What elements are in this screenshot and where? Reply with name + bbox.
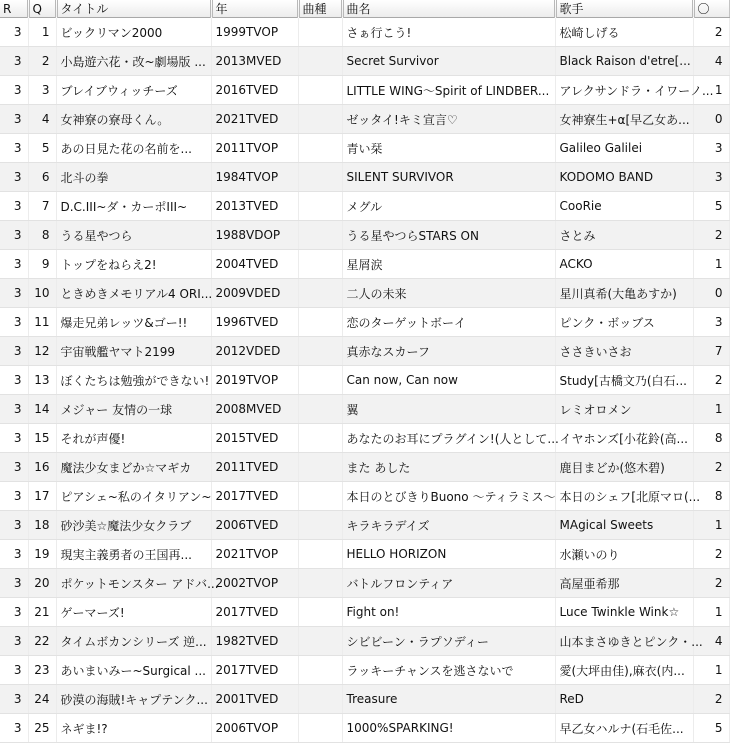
cell-circle: 1 — [693, 250, 729, 279]
table-row[interactable] — [0, 134, 729, 163]
cell-year: 2017TVED — [211, 482, 298, 511]
cell-q: 22 — [28, 627, 56, 656]
cell-artist: 本日のシェフ[北原マロ(... — [555, 482, 693, 511]
cell-genre — [298, 76, 342, 105]
cell-artist: Black Raison d'etre[... — [555, 47, 693, 76]
cell-artist: KODOMO BAND — [555, 163, 693, 192]
cell-r: 3 — [0, 105, 28, 134]
cell-q: 5 — [28, 134, 56, 163]
table-row[interactable] — [0, 105, 729, 134]
cell-song: 青い栞 — [342, 134, 555, 163]
cell-circle: 1 — [693, 395, 729, 424]
cell-genre — [298, 511, 342, 540]
cell-year: 2017TVED — [211, 656, 298, 685]
cell-r: 3 — [0, 453, 28, 482]
cell-genre — [298, 308, 342, 337]
cell-q: 11 — [28, 308, 56, 337]
cell-r: 3 — [0, 482, 28, 511]
cell-r: 3 — [0, 366, 28, 395]
cell-q: 2 — [28, 47, 56, 76]
cell-q: 16 — [28, 453, 56, 482]
table-row[interactable] — [0, 192, 729, 221]
cell-circle: 2 — [693, 221, 729, 250]
cell-circle: 0 — [693, 279, 729, 308]
cell-genre — [298, 424, 342, 453]
table-row[interactable] — [0, 18, 729, 47]
cell-circle: 2 — [693, 18, 729, 47]
cell-genre — [298, 18, 342, 47]
cell-r: 3 — [0, 540, 28, 569]
cell-genre — [298, 221, 342, 250]
cell-song: 本日のとびきりBuono ～ティラミス～ — [342, 482, 555, 511]
cell-title: ポケットモンスター アドバ... — [56, 569, 211, 598]
table-row[interactable] — [0, 424, 729, 453]
table-row[interactable] — [0, 685, 729, 714]
cell-artist: ピンク・ボッブス — [555, 308, 693, 337]
cell-title: 砂漠の海賊!キャプテンク... — [56, 685, 211, 714]
table-row[interactable] — [0, 366, 729, 395]
cell-q: 25 — [28, 714, 56, 743]
cell-r: 3 — [0, 163, 28, 192]
cell-circle: 3 — [693, 308, 729, 337]
table-row[interactable] — [0, 482, 729, 511]
cell-circle: 4 — [693, 47, 729, 76]
cell-genre — [298, 47, 342, 76]
cell-q: 9 — [28, 250, 56, 279]
cell-r: 3 — [0, 134, 28, 163]
cell-song: Fight on! — [342, 598, 555, 627]
cell-circle: 2 — [693, 569, 729, 598]
cell-title: 小島遊六花・改~劇場版 ... — [56, 47, 211, 76]
cell-q: 14 — [28, 395, 56, 424]
column-header-song[interactable]: 曲名 — [342, 0, 555, 18]
cell-q: 8 — [28, 221, 56, 250]
cell-r: 3 — [0, 395, 28, 424]
cell-q: 3 — [28, 76, 56, 105]
cell-q: 20 — [28, 569, 56, 598]
cell-r: 3 — [0, 192, 28, 221]
cell-r: 3 — [0, 714, 28, 743]
cell-q: 6 — [28, 163, 56, 192]
cell-q: 1 — [28, 18, 56, 47]
cell-year: 2002TVOP — [211, 569, 298, 598]
cell-song: ラッキーチャンスを逃さないで — [342, 656, 555, 685]
table-row[interactable] — [0, 337, 729, 366]
cell-circle: 8 — [693, 482, 729, 511]
cell-song: ゼッタイ!キミ宣言♡ — [342, 105, 555, 134]
table-row[interactable] — [0, 598, 729, 627]
cell-song: Treasure — [342, 685, 555, 714]
column-header-artist[interactable]: 歌手 — [555, 0, 693, 18]
cell-artist: アレクサンドラ・イワーノ... — [555, 76, 693, 105]
cell-artist: Study[古橋文乃(白石... — [555, 366, 693, 395]
cell-title: ブレイブウィッチーズ — [56, 76, 211, 105]
column-header-q[interactable]: Q — [28, 0, 56, 18]
cell-q: 13 — [28, 366, 56, 395]
cell-artist: 愛(大坪由佳),麻衣(内... — [555, 656, 693, 685]
table-row[interactable] — [0, 47, 729, 76]
cell-circle: 8 — [693, 424, 729, 453]
table-row[interactable] — [0, 569, 729, 598]
cell-artist: 女神寮生+α[早乙女あ... — [555, 105, 693, 134]
cell-song: バトルフロンティア — [342, 569, 555, 598]
cell-year: 2009VDED — [211, 279, 298, 308]
cell-year: 1982TVED — [211, 627, 298, 656]
cell-circle: 2 — [693, 685, 729, 714]
cell-circle: 2 — [693, 540, 729, 569]
cell-q: 12 — [28, 337, 56, 366]
cell-genre — [298, 279, 342, 308]
cell-genre — [298, 540, 342, 569]
cell-r: 3 — [0, 47, 28, 76]
cell-genre — [298, 714, 342, 743]
table-row[interactable] — [0, 76, 729, 105]
cell-year: 2021TVOP — [211, 540, 298, 569]
cell-genre — [298, 395, 342, 424]
cell-genre — [298, 453, 342, 482]
column-header-circle[interactable]: 〇 — [693, 0, 729, 18]
cell-artist: レミオロメン — [555, 395, 693, 424]
cell-song: あなたのお耳にプラグイン!(人として... — [342, 424, 555, 453]
cell-circle: 1 — [693, 598, 729, 627]
cell-artist: ACKO — [555, 250, 693, 279]
cell-title: それが声優! — [56, 424, 211, 453]
cell-artist: ReD — [555, 685, 693, 714]
cell-title: あいまいみー~Surgical ... — [56, 656, 211, 685]
cell-year: 2011TVOP — [211, 134, 298, 163]
cell-song: 翼 — [342, 395, 555, 424]
cell-artist: 早乙女ハルナ(石毛佐... — [555, 714, 693, 743]
cell-q: 19 — [28, 540, 56, 569]
column-header-r[interactable]: R — [0, 0, 28, 18]
cell-q: 18 — [28, 511, 56, 540]
cell-r: 3 — [0, 221, 28, 250]
cell-q: 7 — [28, 192, 56, 221]
cell-year: 1984TVOP — [211, 163, 298, 192]
cell-title: ビックリマン2000 — [56, 18, 211, 47]
cell-genre — [298, 134, 342, 163]
cell-artist: 高屋亜希那 — [555, 569, 693, 598]
cell-title: トップをねらえ2! — [56, 250, 211, 279]
cell-title: 宇宙戦艦ヤマト2199 — [56, 337, 211, 366]
cell-title: ときめきメモリアル4 ORI... — [56, 279, 211, 308]
cell-song: うる星やつらSTARS ON — [342, 221, 555, 250]
cell-artist: Luce Twinkle Wink☆ — [555, 598, 693, 627]
cell-song: LITTLE WING～Spirit of LINDBER... — [342, 76, 555, 105]
cell-r: 3 — [0, 627, 28, 656]
cell-circle: 2 — [693, 453, 729, 482]
cell-title: ぼくたちは勉強ができない! — [56, 366, 211, 395]
cell-song: HELLO HORIZON — [342, 540, 555, 569]
cell-song: 恋のターゲットボーイ — [342, 308, 555, 337]
header-row — [0, 0, 729, 18]
cell-year: 2019TVOP — [211, 366, 298, 395]
cell-genre — [298, 337, 342, 366]
cell-song: Can now, Can now — [342, 366, 555, 395]
cell-year: 1988VDOP — [211, 221, 298, 250]
cell-q: 4 — [28, 105, 56, 134]
cell-title: ネギま!? — [56, 714, 211, 743]
table-row[interactable] — [0, 453, 729, 482]
cell-genre — [298, 627, 342, 656]
cell-genre — [298, 569, 342, 598]
column-header-genre[interactable]: 曲種 — [298, 0, 342, 18]
cell-song: メグル — [342, 192, 555, 221]
cell-q: 21 — [28, 598, 56, 627]
cell-year: 2006TVOP — [211, 714, 298, 743]
cell-genre — [298, 105, 342, 134]
table-row[interactable] — [0, 308, 729, 337]
cell-r: 3 — [0, 76, 28, 105]
cell-artist: CooRie — [555, 192, 693, 221]
table-row[interactable] — [0, 221, 729, 250]
cell-genre — [298, 250, 342, 279]
cell-year: 1999TVOP — [211, 18, 298, 47]
cell-r: 3 — [0, 511, 28, 540]
cell-title: 爆走兄弟レッツ&ゴー!! — [56, 308, 211, 337]
cell-title: 現実主義勇者の王国再... — [56, 540, 211, 569]
cell-song: Secret Survivor — [342, 47, 555, 76]
cell-title: 女神寮の寮母くん。 — [56, 105, 211, 134]
cell-year: 2015TVED — [211, 424, 298, 453]
cell-r: 3 — [0, 598, 28, 627]
cell-circle: 7 — [693, 337, 729, 366]
table-row[interactable] — [0, 279, 729, 308]
column-header-year[interactable]: 年 — [211, 0, 298, 18]
cell-title: 魔法少女まどか☆マギカ — [56, 453, 211, 482]
cell-q: 23 — [28, 656, 56, 685]
cell-artist: ささきいさお — [555, 337, 693, 366]
cell-title: ゲーマーズ! — [56, 598, 211, 627]
cell-year: 2006TVED — [211, 511, 298, 540]
cell-genre — [298, 482, 342, 511]
cell-title: タイムボカンシリーズ 逆... — [56, 627, 211, 656]
table-row[interactable] — [0, 395, 729, 424]
cell-circle: 1 — [693, 511, 729, 540]
cell-title: D.C.III~ダ・カーポIII~ — [56, 192, 211, 221]
table-row[interactable] — [0, 656, 729, 685]
cell-title: 北斗の拳 — [56, 163, 211, 192]
cell-title: うる星やつら — [56, 221, 211, 250]
cell-artist: 星川真希(大亀あすか) — [555, 279, 693, 308]
cell-r: 3 — [0, 424, 28, 453]
cell-year: 2001TVED — [211, 685, 298, 714]
cell-genre — [298, 163, 342, 192]
cell-title: ピアシェ~私のイタリアン~ — [56, 482, 211, 511]
cell-r: 3 — [0, 337, 28, 366]
cell-circle: 2 — [693, 366, 729, 395]
cell-artist: イヤホンズ[小花鈴(高... — [555, 424, 693, 453]
cell-q: 24 — [28, 685, 56, 714]
cell-genre — [298, 656, 342, 685]
cell-song: シビビーン・ラプソディー — [342, 627, 555, 656]
cell-circle: 1 — [693, 76, 729, 105]
cell-artist: さとみ — [555, 221, 693, 250]
cell-q: 17 — [28, 482, 56, 511]
cell-year: 2013MVED — [211, 47, 298, 76]
cell-title: 砂沙美☆魔法少女クラブ — [56, 511, 211, 540]
cell-circle: 0 — [693, 105, 729, 134]
cell-year: 2004TVED — [211, 250, 298, 279]
cell-song: SILENT SURVIVOR — [342, 163, 555, 192]
cell-artist: 松崎しげる — [555, 18, 693, 47]
cell-r: 3 — [0, 656, 28, 685]
cell-title: あの日見た花の名前を... — [56, 134, 211, 163]
cell-genre — [298, 598, 342, 627]
table-row[interactable] — [0, 540, 729, 569]
cell-circle: 5 — [693, 192, 729, 221]
table-row[interactable] — [0, 627, 729, 656]
table-row[interactable] — [0, 714, 729, 743]
table-row[interactable] — [0, 163, 729, 192]
cell-year: 2017TVED — [211, 598, 298, 627]
cell-song: 星屑涙 — [342, 250, 555, 279]
cell-artist: Galileo Galilei — [555, 134, 693, 163]
cell-circle: 3 — [693, 134, 729, 163]
cell-genre — [298, 366, 342, 395]
cell-q: 15 — [28, 424, 56, 453]
cell-r: 3 — [0, 308, 28, 337]
cell-circle: 5 — [693, 714, 729, 743]
cell-artist: 鹿目まどか(悠木碧) — [555, 453, 693, 482]
cell-song: 真赤なスカーフ — [342, 337, 555, 366]
cell-circle: 1 — [693, 656, 729, 685]
cell-artist: 山本まさゆきとピンク・... — [555, 627, 693, 656]
cell-title: メジャー 友情の一球 — [56, 395, 211, 424]
cell-year: 1996TVED — [211, 308, 298, 337]
cell-circle: 3 — [693, 163, 729, 192]
cell-year: 2012VDED — [211, 337, 298, 366]
cell-year: 2016TVED — [211, 76, 298, 105]
cell-r: 3 — [0, 569, 28, 598]
cell-genre — [298, 685, 342, 714]
cell-song: さぁ行こう! — [342, 18, 555, 47]
cell-r: 3 — [0, 250, 28, 279]
cell-year: 2011TVED — [211, 453, 298, 482]
cell-year: 2021TVED — [211, 105, 298, 134]
cell-song: また あした — [342, 453, 555, 482]
column-header-title[interactable]: タイトル — [56, 0, 211, 18]
cell-song: キラキラデイズ — [342, 511, 555, 540]
cell-artist: MAgical Sweets — [555, 511, 693, 540]
table-row[interactable] — [0, 511, 729, 540]
cell-r: 3 — [0, 18, 28, 47]
table-row[interactable] — [0, 250, 729, 279]
cell-circle: 4 — [693, 627, 729, 656]
cell-year: 2008MVED — [211, 395, 298, 424]
cell-r: 3 — [0, 279, 28, 308]
cell-r: 3 — [0, 685, 28, 714]
cell-q: 10 — [28, 279, 56, 308]
cell-year: 2013TVED — [211, 192, 298, 221]
cell-song: 二人の未来 — [342, 279, 555, 308]
cell-song: 1000%SPARKING! — [342, 714, 555, 743]
cell-artist: 水瀬いのり — [555, 540, 693, 569]
cell-genre — [298, 192, 342, 221]
